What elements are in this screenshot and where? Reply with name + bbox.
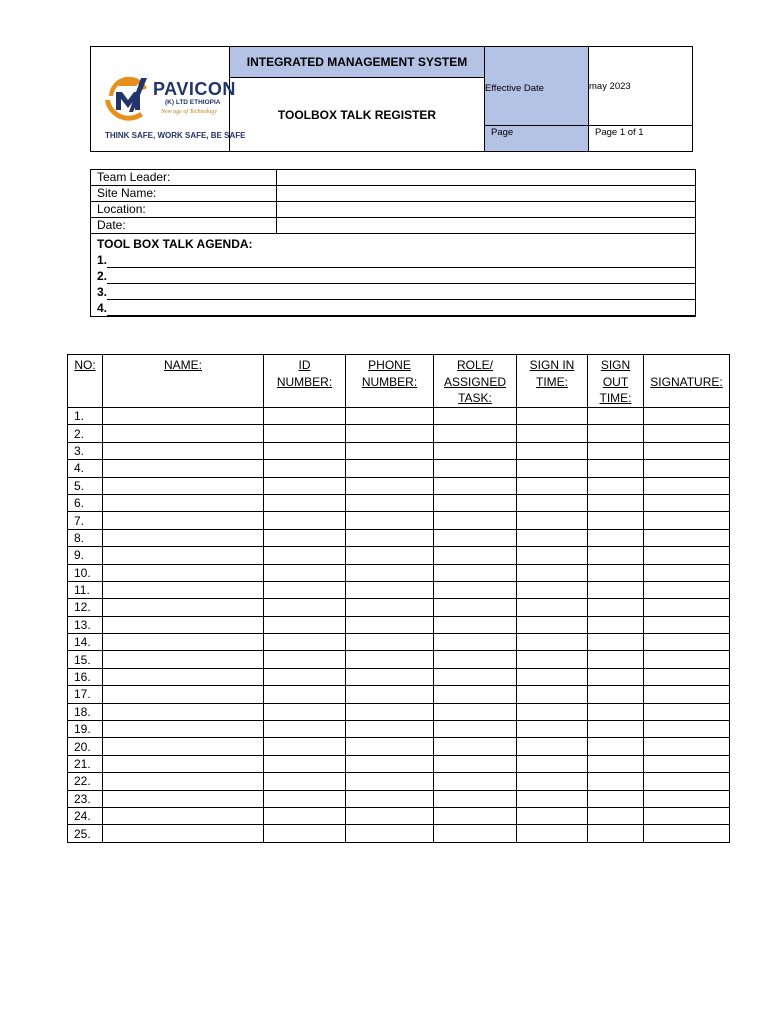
sign-out-cell[interactable] (588, 599, 644, 616)
helmet-logo-icon (103, 66, 153, 122)
sign-out-cell[interactable] (588, 651, 644, 668)
id-number-cell[interactable] (264, 529, 346, 546)
id-number-cell[interactable] (264, 599, 346, 616)
row-number: 9. (68, 547, 103, 564)
signature-cell[interactable] (644, 477, 730, 494)
name-cell[interactable] (103, 581, 264, 598)
sign-out-cell[interactable] (588, 721, 644, 738)
signature-cell[interactable] (644, 825, 730, 842)
role-cell[interactable] (434, 668, 517, 685)
phone-number-cell[interactable] (346, 547, 434, 564)
id-number-cell[interactable] (264, 494, 346, 511)
sign-out-cell[interactable] (588, 703, 644, 720)
sign-in-cell[interactable] (517, 807, 588, 824)
signature-cell[interactable] (644, 773, 730, 790)
table-row (68, 807, 730, 824)
name-cell[interactable] (103, 408, 264, 425)
role-cell[interactable] (434, 634, 517, 651)
name-cell[interactable] (103, 773, 264, 790)
signature-cell[interactable] (644, 755, 730, 772)
name-cell[interactable] (103, 790, 264, 807)
id-number-cell[interactable] (264, 408, 346, 425)
role-cell[interactable] (434, 581, 517, 598)
document-title: TOOLBOX TALK REGISTER (230, 78, 485, 152)
phone-number-cell[interactable] (346, 703, 434, 720)
sign-in-cell[interactable] (517, 547, 588, 564)
phone-number-cell[interactable] (346, 564, 434, 581)
phone-number-cell[interactable] (346, 460, 434, 477)
row-number: 21. (68, 755, 103, 772)
sign-in-cell[interactable] (517, 721, 588, 738)
sign-out-cell[interactable] (588, 425, 644, 442)
sign-out-cell[interactable] (588, 790, 644, 807)
role-cell[interactable] (434, 703, 517, 720)
sign-in-cell[interactable] (517, 686, 588, 703)
role-cell[interactable] (434, 790, 517, 807)
phone-number-cell[interactable] (346, 721, 434, 738)
sign-in-cell[interactable] (517, 616, 588, 633)
sign-in-cell[interactable] (517, 738, 588, 755)
sign-in-cell[interactable] (517, 460, 588, 477)
role-cell[interactable] (434, 512, 517, 529)
phone-number-cell[interactable] (346, 494, 434, 511)
agenda-blank-line (107, 303, 695, 316)
attendance-register-table (67, 354, 730, 843)
page-value (589, 126, 693, 152)
col-header-text: ROLE/ (456, 358, 493, 372)
phone-number-cell[interactable] (346, 477, 434, 494)
name-cell[interactable] (103, 686, 264, 703)
phone-number-cell[interactable] (346, 668, 434, 685)
id-number-cell[interactable] (264, 477, 346, 494)
sign-in-cell[interactable] (517, 755, 588, 772)
id-number-cell[interactable] (264, 807, 346, 824)
role-cell[interactable] (434, 616, 517, 633)
role-cell[interactable] (434, 408, 517, 425)
name-cell[interactable] (103, 651, 264, 668)
location-label: Location: (91, 202, 277, 218)
row-number: 7. (68, 512, 103, 529)
name-cell[interactable] (103, 616, 264, 633)
effective-date-value: may 2023 (589, 47, 693, 126)
name-cell[interactable] (103, 564, 264, 581)
sign-out-cell[interactable] (588, 773, 644, 790)
id-number-cell[interactable] (264, 564, 346, 581)
name-cell[interactable] (103, 825, 264, 842)
agenda-blank-line (107, 255, 695, 268)
sign-out-cell[interactable] (588, 634, 644, 651)
sign-out-cell[interactable] (588, 825, 644, 842)
name-cell[interactable] (103, 460, 264, 477)
signature-cell[interactable] (644, 581, 730, 598)
sign-in-cell[interactable] (517, 442, 588, 459)
sign-out-cell[interactable] (588, 529, 644, 546)
table-row (68, 494, 730, 511)
id-number-cell[interactable] (264, 825, 346, 842)
table-row (68, 703, 730, 720)
col-header-text: OUT (602, 374, 629, 389)
table-row (68, 790, 730, 807)
name-cell[interactable] (103, 755, 264, 772)
sign-out-cell[interactable] (588, 477, 644, 494)
logo-cell (91, 47, 246, 152)
sign-in-cell[interactable] (517, 599, 588, 616)
sign-out-cell[interactable] (588, 564, 644, 581)
phone-number-cell[interactable] (346, 686, 434, 703)
name-cell[interactable] (103, 703, 264, 720)
col-header-text: NUMBER: (276, 374, 333, 389)
name-cell[interactable] (103, 547, 264, 564)
signature-cell[interactable] (644, 408, 730, 425)
id-number-cell[interactable] (264, 703, 346, 720)
sign-in-cell[interactable] (517, 825, 588, 842)
signature-cell[interactable] (644, 564, 730, 581)
signature-cell[interactable] (644, 721, 730, 738)
col-header-text: PHONE (368, 358, 411, 372)
col-header-text: TASK: (458, 391, 492, 405)
phone-number-cell[interactable] (346, 529, 434, 546)
sign-out-cell[interactable] (588, 686, 644, 703)
sign-in-cell[interactable] (517, 668, 588, 685)
col-header-signature (644, 355, 730, 408)
role-cell[interactable] (434, 721, 517, 738)
row-number: 8. (68, 529, 103, 546)
signature-cell[interactable] (644, 807, 730, 824)
col-header-no-text: NO: (74, 358, 96, 372)
phone-number-cell[interactable] (346, 773, 434, 790)
col-header-text: TIME: (536, 374, 568, 389)
signature-cell[interactable] (644, 512, 730, 529)
col-header-text: ID (298, 358, 311, 372)
col-header-text: TIME: (599, 391, 632, 405)
role-cell[interactable] (434, 773, 517, 790)
signature-cell[interactable] (644, 686, 730, 703)
row-number: 1. (68, 408, 103, 425)
role-cell[interactable] (434, 599, 517, 616)
sign-in-cell[interactable] (517, 529, 588, 546)
safety-slogan: THINK SAFE, WORK SAFE, BE SAFE (105, 131, 246, 140)
sign-out-cell[interactable] (588, 581, 644, 598)
sign-out-cell[interactable] (588, 442, 644, 459)
table-row (68, 686, 730, 703)
col-header-name (103, 355, 264, 408)
signature-cell[interactable] (644, 616, 730, 633)
phone-number-cell[interactable] (346, 807, 434, 824)
col-header-phone-number (346, 355, 434, 408)
role-cell[interactable] (434, 529, 517, 546)
table-row (68, 460, 730, 477)
table-row (68, 738, 730, 755)
id-number-cell[interactable] (264, 686, 346, 703)
row-number: 20. (68, 738, 103, 755)
sign-out-cell[interactable] (588, 512, 644, 529)
name-cell[interactable] (103, 529, 264, 546)
signature-cell[interactable] (644, 494, 730, 511)
signature-cell[interactable] (644, 703, 730, 720)
id-number-cell[interactable] (264, 460, 346, 477)
sign-out-cell[interactable] (588, 460, 644, 477)
signature-cell[interactable] (644, 790, 730, 807)
agenda-item[interactable] (97, 300, 695, 316)
name-cell[interactable] (103, 494, 264, 511)
row-number: 3. (68, 442, 103, 459)
document-header (90, 46, 693, 152)
name-cell[interactable] (103, 442, 264, 459)
agenda-item[interactable] (97, 284, 695, 300)
col-header-name-text: NAME: (163, 358, 202, 372)
table-row (68, 599, 730, 616)
col-header-sign-in-time (517, 355, 588, 408)
col-header-no (68, 355, 103, 408)
agenda-item-number: 2. (97, 269, 108, 283)
table-row (68, 581, 730, 598)
phone-number-cell[interactable] (346, 425, 434, 442)
table-row (68, 721, 730, 738)
date-field[interactable] (277, 218, 696, 234)
col-header-text: SIGN (600, 358, 631, 372)
table-row (68, 477, 730, 494)
signature-cell[interactable] (644, 529, 730, 546)
role-cell[interactable] (434, 564, 517, 581)
col-header-text: NUMBER: (361, 374, 418, 389)
row-number: 11. (68, 581, 103, 598)
id-number-cell[interactable] (264, 616, 346, 633)
page-label-text: Page (491, 127, 514, 138)
role-cell[interactable] (434, 651, 517, 668)
site-name-label: Site Name: (91, 186, 277, 202)
agenda-item-number: 4. (97, 301, 108, 315)
id-number-cell[interactable] (264, 668, 346, 685)
agenda-item-number: 3. (97, 285, 108, 299)
name-cell[interactable] (103, 634, 264, 651)
table-row (68, 773, 730, 790)
phone-number-cell[interactable] (346, 442, 434, 459)
table-row (68, 634, 730, 651)
name-cell[interactable] (103, 721, 264, 738)
agenda-title: TOOL BOX TALK AGENDA: (97, 237, 253, 251)
meeting-info-table (90, 169, 696, 317)
table-row (68, 408, 730, 425)
table-row (68, 512, 730, 529)
id-number-cell[interactable] (264, 634, 346, 651)
phone-number-cell[interactable] (346, 790, 434, 807)
role-cell[interactable] (434, 494, 517, 511)
brand-subtitle: (K) LTD ETHIOPIA (165, 99, 221, 106)
row-number: 22. (68, 773, 103, 790)
role-cell[interactable] (434, 825, 517, 842)
id-number-cell[interactable] (264, 547, 346, 564)
role-cell[interactable] (434, 442, 517, 459)
sign-in-cell[interactable] (517, 494, 588, 511)
sign-in-cell[interactable] (517, 790, 588, 807)
row-number: 10. (68, 564, 103, 581)
id-number-cell[interactable] (264, 755, 346, 772)
signature-cell[interactable] (644, 425, 730, 442)
phone-number-cell[interactable] (346, 755, 434, 772)
phone-number-cell[interactable] (346, 738, 434, 755)
name-cell[interactable] (103, 668, 264, 685)
role-cell[interactable] (434, 686, 517, 703)
role-cell[interactable] (434, 547, 517, 564)
sign-out-cell[interactable] (588, 494, 644, 511)
sign-out-cell[interactable] (588, 755, 644, 772)
pavicon-logo (91, 47, 246, 151)
agenda-blank-line (107, 271, 695, 284)
name-cell[interactable] (103, 599, 264, 616)
row-number: 13. (68, 616, 103, 633)
register-header-row (68, 355, 730, 408)
system-title: INTEGRATED MANAGEMENT SYSTEM (230, 47, 485, 78)
table-row (68, 529, 730, 546)
sign-in-cell[interactable] (517, 512, 588, 529)
page-value-text: Page 1 of 1 (595, 127, 644, 138)
site-name-field[interactable] (277, 186, 696, 202)
sign-out-cell[interactable] (588, 616, 644, 633)
sign-in-cell[interactable] (517, 425, 588, 442)
id-number-cell[interactable] (264, 721, 346, 738)
id-number-cell[interactable] (264, 790, 346, 807)
table-row (68, 825, 730, 842)
table-row (68, 442, 730, 459)
effective-date-label: Effective Date (485, 47, 589, 126)
signature-cell[interactable] (644, 738, 730, 755)
sign-in-cell[interactable] (517, 477, 588, 494)
agenda-item[interactable] (97, 252, 695, 268)
row-number: 12. (68, 599, 103, 616)
team-leader-field[interactable] (277, 170, 696, 186)
table-row (68, 668, 730, 685)
sign-out-cell[interactable] (588, 807, 644, 824)
row-number: 18. (68, 703, 103, 720)
id-number-cell[interactable] (264, 773, 346, 790)
agenda-item-number: 1. (97, 253, 108, 267)
agenda-item[interactable] (97, 268, 695, 284)
phone-number-cell[interactable] (346, 408, 434, 425)
row-number: 5. (68, 477, 103, 494)
sign-in-cell[interactable] (517, 651, 588, 668)
row-number: 25. (68, 825, 103, 842)
row-number: 24. (68, 807, 103, 824)
role-cell[interactable] (434, 738, 517, 755)
signature-cell[interactable] (644, 599, 730, 616)
sign-in-cell[interactable] (517, 703, 588, 720)
sign-in-cell[interactable] (517, 634, 588, 651)
table-row (68, 651, 730, 668)
id-number-cell[interactable] (264, 512, 346, 529)
col-header-id-number (264, 355, 346, 408)
id-number-cell[interactable] (264, 581, 346, 598)
role-cell[interactable] (434, 755, 517, 772)
name-cell[interactable] (103, 512, 264, 529)
location-field[interactable] (277, 202, 696, 218)
sign-in-cell[interactable] (517, 773, 588, 790)
col-header-text: SIGN IN (529, 358, 575, 372)
team-leader-label: Team Leader: (91, 170, 277, 186)
table-row (68, 547, 730, 564)
role-cell[interactable] (434, 425, 517, 442)
row-number: 4. (68, 460, 103, 477)
register-body (68, 408, 730, 843)
col-header-sign-out-time (588, 355, 644, 408)
agenda-section (91, 234, 696, 317)
row-number: 6. (68, 494, 103, 511)
col-header-text: ASSIGNED (443, 374, 506, 389)
row-number: 23. (68, 790, 103, 807)
phone-number-cell[interactable] (346, 599, 434, 616)
row-number: 2. (68, 425, 103, 442)
sign-out-cell[interactable] (588, 738, 644, 755)
date-label: Date: (91, 218, 277, 234)
phone-number-cell[interactable] (346, 616, 434, 633)
col-header-role (434, 355, 517, 408)
row-number: 16. (68, 668, 103, 685)
phone-number-cell[interactable] (346, 651, 434, 668)
signature-cell[interactable] (644, 651, 730, 668)
id-number-cell[interactable] (264, 738, 346, 755)
name-cell[interactable] (103, 425, 264, 442)
sign-out-cell[interactable] (588, 547, 644, 564)
sign-in-cell[interactable] (517, 408, 588, 425)
row-number: 19. (68, 721, 103, 738)
id-number-cell[interactable] (264, 442, 346, 459)
table-row (68, 616, 730, 633)
table-row (68, 425, 730, 442)
sign-out-cell[interactable] (588, 408, 644, 425)
role-cell[interactable] (434, 477, 517, 494)
brand-name: PAVICON (153, 79, 236, 99)
id-number-cell[interactable] (264, 651, 346, 668)
name-cell[interactable] (103, 738, 264, 755)
name-cell[interactable] (103, 807, 264, 824)
signature-cell[interactable] (644, 442, 730, 459)
phone-number-cell[interactable] (346, 825, 434, 842)
id-number-cell[interactable] (264, 425, 346, 442)
role-cell[interactable] (434, 460, 517, 477)
col-header-signature-text: SIGNATURE: (650, 374, 723, 389)
row-number: 17. (68, 686, 103, 703)
table-row (68, 755, 730, 772)
phone-number-cell[interactable] (346, 512, 434, 529)
sign-out-cell[interactable] (588, 668, 644, 685)
agenda-blank-line (107, 287, 695, 300)
table-row (68, 564, 730, 581)
role-cell[interactable] (434, 807, 517, 824)
signature-cell[interactable] (644, 460, 730, 477)
row-number: 15. (68, 651, 103, 668)
sign-in-cell[interactable] (517, 581, 588, 598)
sign-in-cell[interactable] (517, 564, 588, 581)
signature-cell[interactable] (644, 668, 730, 685)
signature-cell[interactable] (644, 547, 730, 564)
name-cell[interactable] (103, 477, 264, 494)
signature-cell[interactable] (644, 634, 730, 651)
page-label (485, 126, 589, 152)
row-number: 14. (68, 634, 103, 651)
brand-tagline: New age of Technology (161, 109, 217, 115)
phone-number-cell[interactable] (346, 581, 434, 598)
phone-number-cell[interactable] (346, 634, 434, 651)
